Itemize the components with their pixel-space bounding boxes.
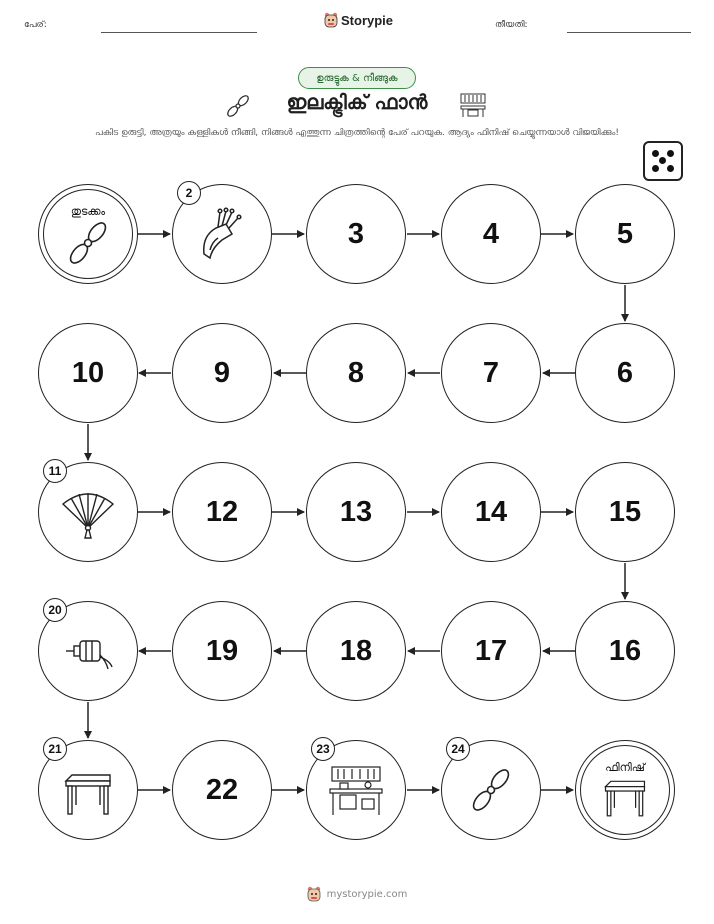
cell-number: 8 [347, 356, 365, 389]
finish-cell[interactable] [575, 740, 675, 840]
date-label: തീയതി: [495, 20, 528, 30]
cell-number: 12 [205, 495, 239, 528]
cell-number: 5 [616, 217, 634, 250]
cell-number: 14 [474, 495, 508, 528]
workshop-icon [326, 765, 386, 819]
cell-number-badge: 20 [43, 598, 67, 622]
board-cell-5[interactable] [575, 184, 675, 284]
board-cell-19[interactable] [172, 601, 272, 701]
cell-number: 13 [339, 495, 373, 528]
fan-propeller-icon [471, 765, 511, 815]
cell-number: 3 [347, 217, 365, 250]
board-cell-14[interactable] [441, 462, 541, 562]
board-cell-13[interactable] [306, 462, 406, 562]
fan-propeller-icon [68, 218, 108, 268]
cell-number-badge: 23 [311, 737, 335, 761]
board-cell-10[interactable] [38, 323, 138, 423]
board-cell-21[interactable] [38, 740, 138, 840]
board-cell-18[interactable] [306, 601, 406, 701]
board-cell-2[interactable] [172, 184, 272, 284]
cell-number: 10 [71, 356, 105, 389]
brand-name: Storypie [341, 12, 394, 28]
board-cell-16[interactable] [575, 601, 675, 701]
game-type-pill: ഉരുട്ടുക & നീങ്ങുക [298, 67, 416, 89]
footer-url[interactable]: mystorypie.com [326, 888, 408, 900]
board-cell-8[interactable] [306, 323, 406, 423]
hand-fan-icon [59, 490, 117, 540]
cell-number-badge: 24 [446, 737, 470, 761]
start-label: തുടക്കം [70, 205, 106, 218]
table-icon [602, 779, 648, 819]
cell-number: 15 [608, 495, 642, 528]
board-cell-22[interactable] [172, 740, 272, 840]
board-cell-11[interactable] [38, 462, 138, 562]
board-cell-12[interactable] [172, 462, 272, 562]
table-icon [62, 773, 114, 817]
cell-number: 9 [213, 356, 231, 389]
cell-number: 7 [482, 356, 500, 389]
cell-number: 16 [608, 634, 642, 667]
cell-number: 19 [205, 634, 239, 667]
board-cell-15[interactable] [575, 462, 675, 562]
cell-number: 18 [339, 634, 373, 667]
board-cell-24[interactable] [441, 740, 541, 840]
footer [0, 886, 714, 902]
cell-number: 6 [616, 356, 634, 389]
instructions: പകിട ഉരുട്ടി, അത്രയും കള്ളികൾ നീങ്ങി, നിങ്ങൾ എത്തുന്ന ചിത്രത്തിന്റെ പേര് പറയുക. ആദ്യം ഫിനിഷ് ചെയ്യുന്നയാൾ വിജയിക്കും! [95, 128, 619, 138]
name-label: പേര്: [24, 20, 47, 30]
motor-icon [62, 631, 114, 671]
cell-number: 17 [474, 634, 508, 667]
board-cell-9[interactable] [172, 323, 272, 423]
page-title: ഇലക്ട്രിക് ഫാൻ [286, 90, 428, 114]
board-cell-20[interactable] [38, 601, 138, 701]
finish-label: ഫിനിഷ് [605, 761, 645, 774]
wires-icon [196, 206, 248, 262]
board-cell-4[interactable] [441, 184, 541, 284]
cell-number-badge: 2 [177, 181, 201, 205]
board-cell-3[interactable] [306, 184, 406, 284]
cell-number: 22 [205, 773, 239, 806]
board-cell-7[interactable] [441, 323, 541, 423]
start-cell[interactable] [38, 184, 138, 284]
cell-number-badge: 11 [43, 459, 67, 483]
cell-number: 4 [482, 217, 500, 250]
board-cell-23[interactable] [306, 740, 406, 840]
storypie-mascot-icon [307, 886, 321, 902]
board-cell-17[interactable] [441, 601, 541, 701]
cell-number-badge: 21 [43, 737, 67, 761]
board-cell-6[interactable] [575, 323, 675, 423]
